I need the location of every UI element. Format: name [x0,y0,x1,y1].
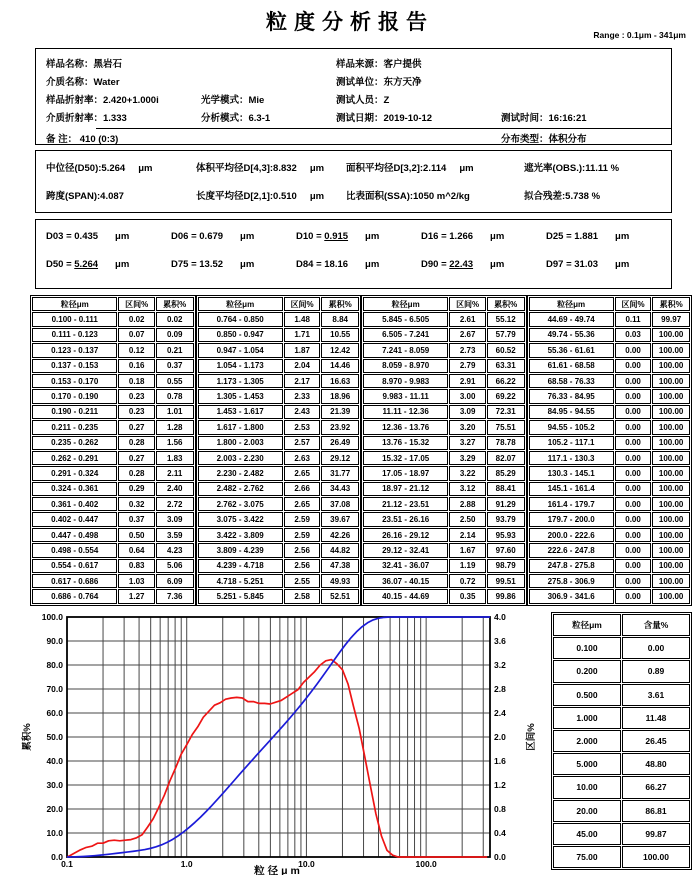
medium-refractive-index: 介质折射率：1.333 [46,113,127,124]
table-row: 2.762 - 3.075 2.65 37.08 [198,497,360,511]
table-row: 0.498 - 0.554 0.64 4.23 [32,543,194,557]
stat-fit-residual: 拟合残差:5.738 % [524,191,601,202]
d-value-d25: D25 = 1.881 μm [546,231,630,242]
d-value-d75: D75 = 13.52 μm [171,259,255,270]
table-row: 0.190 - 0.211 0.23 1.01 [32,405,194,419]
column-header: 粒径μm [529,297,614,311]
d-values-box [35,219,672,289]
table-row: 45.00 99.87 [553,823,690,845]
table-row: 0.262 - 0.291 0.27 1.83 [32,451,194,465]
table-row: 1.617 - 1.800 2.53 23.92 [198,420,360,434]
table-row: 0.686 - 0.764 1.27 7.36 [32,589,194,603]
y-right-tick-label: 3.6 [494,636,506,646]
y-right-tick-label: 0.4 [494,828,506,838]
content-summary-table [551,612,692,870]
table-row: 2.482 - 2.762 2.66 34.43 [198,482,360,496]
table-row: 3.075 - 3.422 2.59 39.67 [198,512,360,526]
d-value-d10: D10 = 0.915 μm [296,231,380,242]
distribution-table [30,295,692,606]
table-row: 1.054 - 1.173 2.04 14.46 [198,359,360,373]
table-row: 1.305 - 1.453 2.33 18.96 [198,389,360,403]
table-row: 0.500 3.61 [553,684,690,706]
d-values-grid [36,220,671,270]
y-right-tick-label: 4.0 [494,612,506,622]
table-row: 94.55 - 105.2 0.00 100.00 [529,420,691,434]
test-time: 测试时间：16:16:21 [501,113,587,124]
y-right-tick-label: 2.4 [494,708,506,718]
table-row: 1.453 - 1.617 2.43 21.39 [198,405,360,419]
d-value-d16: D16 = 1.266 μm [421,231,505,242]
table-row: 275.8 - 306.9 0.00 100.00 [529,574,691,588]
column-header: 累积% [487,297,525,311]
table-row: 23.51 - 26.16 2.50 93.79 [363,512,525,526]
analysis-mode: 分析模式：6.3-1 [201,113,271,124]
table-row: 179.7 - 200.0 0.00 100.00 [529,512,691,526]
y-left-tick-label: 100.0 [41,612,63,622]
x-axis-label: 粒径μm [254,865,303,875]
optical-mode: 光学模式：Mie [201,95,265,106]
column-header: 粒径μm [553,614,621,636]
table-row: 36.07 - 40.15 0.72 99.51 [363,574,525,588]
x-tick-label: 100.0 [415,859,437,869]
stat-obscuration: 遮光率(OBS.):11.11 % [524,163,620,174]
y-right-tick-label: 3.2 [494,660,506,670]
table-row: 7.241 - 8.059 2.73 60.52 [363,343,525,357]
y-left-tick-label: 0.0 [51,852,63,862]
content-summary-table-wrap [551,612,692,870]
remark-separator [96,128,671,129]
sample-refractive-index: 样品折射率：2.420+1.000i [46,95,159,106]
stat-volume-mean: 体积平均径D[4,3]:8.832 μm [196,163,325,174]
column-header: 粒径μm [32,297,117,311]
column-header: 区间% [284,297,321,311]
d-value-d84: D84 = 18.16 μm [296,259,380,270]
y-right-tick-label: 2.8 [494,684,506,694]
column-header: 粒径μm [363,297,448,311]
table-row: 0.100 0.00 [553,637,690,659]
column-header: 含量% [622,614,690,636]
table-row: 29.12 - 32.41 1.67 97.60 [363,543,525,557]
d-value-d97: D97 = 31.03 μm [546,259,630,270]
table-row: 0.111 - 0.123 0.07 0.09 [32,328,194,342]
table-row: 145.1 - 161.4 0.00 100.00 [529,482,691,496]
table-row: 5.251 - 5.845 2.58 52.51 [198,589,360,603]
column-header: 区间% [449,297,486,311]
table-row: 84.95 - 94.55 0.00 100.00 [529,405,691,419]
table-row: 0.291 - 0.324 0.28 2.11 [32,466,194,480]
medium-name: 介质名称：Water [46,77,120,88]
d-value-d90: D90 = 22.43 μm [421,259,505,270]
table-row: 61.61 - 68.58 0.00 100.00 [529,359,691,373]
table-row: 1.800 - 2.003 2.57 26.49 [198,436,360,450]
table-row: 2.230 - 2.482 2.65 31.77 [198,466,360,480]
range-label: Range : 0.1μm - 341μm [593,30,686,40]
table-row: 1.173 - 1.305 2.17 16.63 [198,374,360,388]
sample-name: 样品名称：黑岩石 [46,59,123,70]
table-row: 0.617 - 0.686 1.03 6.09 [32,574,194,588]
stat-median: 中位径(D50):5.264 μm [46,163,153,174]
y-left-tick-label: 90.0 [46,636,63,646]
tester: 测试人员：Z [336,95,390,106]
table-row: 44.69 - 49.74 0.11 99.97 [529,312,691,326]
table-row: 32.41 - 36.07 1.19 98.79 [363,559,525,573]
table-row: 130.3 - 145.1 0.00 100.00 [529,466,691,480]
distribution-chart [20,604,544,875]
table-row: 40.15 - 44.69 0.35 99.86 [363,589,525,603]
y-left-tick-label: 40.0 [46,756,63,766]
column-header: 累积% [652,297,690,311]
table-row: 0.850 - 0.947 1.71 10.55 [198,328,360,342]
table-row: 55.36 - 61.61 0.00 100.00 [529,343,691,357]
table-row: 5.000 48.80 [553,753,690,775]
d-value-d50: D50 = 5.264 μm [46,259,130,270]
stat-span: 跨度(SPAN):4.087 [46,191,124,202]
table-row: 0.200 0.89 [553,660,690,682]
table-row: 17.05 - 18.97 3.22 85.29 [363,466,525,480]
table-row: 0.235 - 0.262 0.28 1.56 [32,436,194,450]
info-box [35,48,672,145]
remark: 备 注： 410 (0:3) [46,134,119,145]
table-row: 0.100 - 0.111 0.02 0.02 [32,312,194,326]
y-left-tick-label: 20.0 [46,804,63,814]
table-row: 1.000 11.48 [553,707,690,729]
y-left-tick-label: 80.0 [46,660,63,670]
table-row: 0.153 - 0.170 0.18 0.55 [32,374,194,388]
y-right-tick-label: 1.2 [494,780,506,790]
column-header: 累积% [321,297,359,311]
table-row: 68.58 - 76.33 0.00 100.00 [529,374,691,388]
y-right-tick-label: 1.6 [494,756,506,766]
table-row: 0.402 - 0.447 0.37 3.09 [32,512,194,526]
column-header: 累积% [156,297,194,311]
stat-ssa: 比表面积(SSA):1050 m^2/kg [346,191,470,202]
table-row: 117.1 - 130.3 0.00 100.00 [529,451,691,465]
table-row: 306.9 - 341.6 0.00 100.00 [529,589,691,603]
table-row: 0.211 - 0.235 0.27 1.28 [32,420,194,434]
table-row: 8.059 - 8.970 2.79 63.31 [363,359,525,373]
x-tick-label: 1.0 [180,859,193,869]
x-tick-label: 10.0 [298,859,315,869]
y-right-axis-label: 区间% [526,723,537,751]
table-row: 0.554 - 0.617 0.83 5.06 [32,559,194,573]
table-row: 0.447 - 0.498 0.50 3.59 [32,528,194,542]
test-date: 测试日期：2019-10-12 [336,113,433,124]
table-row: 105.2 - 117.1 0.00 100.00 [529,436,691,450]
table-row: 0.764 - 0.850 1.48 8.84 [198,312,360,326]
table-row: 15.32 - 17.05 3.29 82.07 [363,451,525,465]
x-tick-label: 0.1 [61,859,73,869]
table-row: 8.970 - 9.983 2.91 66.22 [363,374,525,388]
table-row: 222.6 - 247.8 0.00 100.00 [529,543,691,557]
table-row: 161.4 - 179.7 0.00 100.00 [529,497,691,511]
column-header: 区间% [118,297,155,311]
table-row: 10.00 66.27 [553,776,690,798]
y-left-tick-label: 50.0 [46,732,63,742]
distribution-type: 分布类型：体积分布 [501,134,587,145]
table-row: 12.36 - 13.76 3.20 75.51 [363,420,525,434]
y-left-tick-label: 30.0 [46,780,63,790]
table-row: 6.505 - 7.241 2.67 57.79 [363,328,525,342]
y-right-tick-label: 0.0 [494,852,506,862]
d-value-d06: D06 = 0.679 μm [171,231,255,242]
table-row: 49.74 - 55.36 0.03 100.00 [529,328,691,342]
table-row: 21.12 - 23.51 2.88 91.29 [363,497,525,511]
stat-length-mean: 长度平均径D[2,1]:0.510 μm [196,191,325,202]
table-row: 200.0 - 222.6 0.00 100.00 [529,528,691,542]
distribution-table-group [196,295,362,606]
table-row: 5.845 - 6.505 2.61 55.12 [363,312,525,326]
column-header: 粒径μm [198,297,283,311]
stat-area-mean: 面积平均径D[3,2]:2.114 μm [346,163,474,174]
table-row: 75.00 100.00 [553,846,690,868]
y-left-tick-label: 10.0 [46,828,63,838]
stats-box [35,150,672,213]
table-row: 0.324 - 0.361 0.29 2.40 [32,482,194,496]
table-row: 0.123 - 0.137 0.12 0.21 [32,343,194,357]
table-row: 3.422 - 3.809 2.59 42.26 [198,528,360,542]
table-row: 9.983 - 11.11 3.00 69.22 [363,389,525,403]
table-row: 247.8 - 275.8 0.00 100.00 [529,559,691,573]
table-row: 0.361 - 0.402 0.32 2.72 [32,497,194,511]
page-title: 粒度分析报告 [266,11,434,34]
y-left-tick-label: 70.0 [46,684,63,694]
distribution-table-group [30,295,196,606]
table-row: 4.239 - 4.718 2.56 47.38 [198,559,360,573]
table-row: 4.718 - 5.251 2.55 49.93 [198,574,360,588]
table-row: 3.809 - 4.239 2.56 44.82 [198,543,360,557]
table-row: 0.137 - 0.153 0.16 0.37 [32,359,194,373]
table-row: 0.947 - 1.054 1.87 12.42 [198,343,360,357]
y-left-axis-label: 累积% [22,723,33,751]
table-row: 2.003 - 2.230 2.63 29.12 [198,451,360,465]
y-right-tick-label: 2.0 [494,732,506,742]
table-row: 0.170 - 0.190 0.23 0.78 [32,389,194,403]
d-value-d03: D03 = 0.435 μm [46,231,130,242]
table-row: 26.16 - 29.12 2.14 95.93 [363,528,525,542]
table-row: 20.00 86.81 [553,800,690,822]
table-row: 13.76 - 15.32 3.27 78.78 [363,436,525,450]
y-right-tick-label: 0.8 [494,804,506,814]
distribution-table-group [527,295,693,606]
table-row: 2.000 26.45 [553,730,690,752]
y-left-tick-label: 60.0 [46,708,63,718]
column-header: 区间% [615,297,651,311]
test-unit: 测试单位：东方天净 [336,77,422,88]
distribution-table-group [361,295,527,606]
table-row: 18.97 - 21.12 3.12 88.41 [363,482,525,496]
table-row: 11.11 - 12.36 3.09 72.31 [363,405,525,419]
sample-source: 样品来源：客户提供 [336,59,422,70]
table-row: 76.33 - 84.95 0.00 100.00 [529,389,691,403]
